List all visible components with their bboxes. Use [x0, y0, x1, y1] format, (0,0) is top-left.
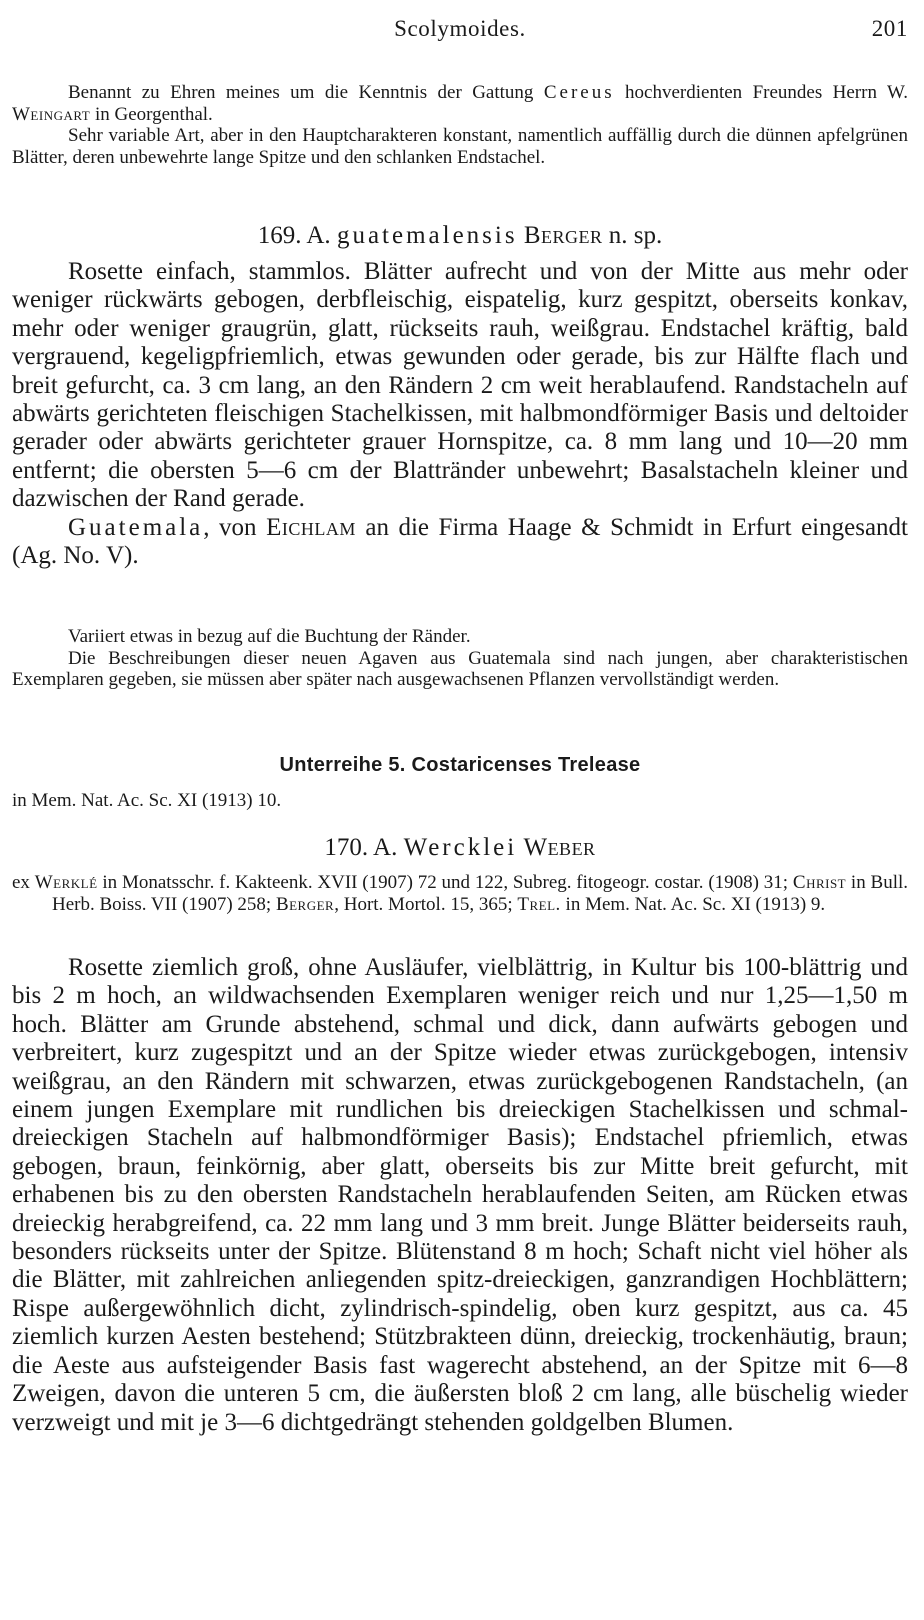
variability-note: Sehr variable Art, aber in den Hauptcharakteren konstant, namentlich auffällig durch die dünnen apfelgrünen Blätter, deren unbewehrte lange Spitze und den schlanken Endstachel. — [12, 125, 908, 168]
species-169-note-1: Variiert etwas in bezug auf die Buchtung der Ränder. — [68, 626, 471, 647]
species-170-description: Rosette ziemlich groß, ohne Ausläufer, vielblättrig, in Kultur bis 100-blättrig und bis 2 m hoch, an wildwachsenden Exemplaren weniger reich und nur 1,25—1,50 m hoch. Blätter am Grunde abstehend, schmal und dick, dann aufwärts gebogen und verbreitert, kurz zugespitzt und an der Spitze wieder etwas zurückgebogen, intensiv weißgrau, an den Rändern mit schwarzen, etwas zurückgebogenen Randstacheln, (an einem jungen Exemplare mit rundlichen bis dreieckigen Stachelkissen und schmal-dreieckigen Stacheln auf halbmondförmiger Basis); Endstachel pfriemlich, etwas gebogen, braun, feinkörnig, aber glatt, oberseits bis zur Mitte breit gefurcht, mit erhabenen bis zu den obersten Randstacheln herablaufenden Seiten, am Rücken etwas dreieckig herabgreifend, ca. 22 mm lang und 3 mm breit. Junge Blätter beiderseits rauh, besonders rückseits unter der Spitze. Blütenstand 8 m hoch; Schaft nicht viel höher als die Blätter, mit zahlreichen anliegenden spitz-dreieckigen, ganzrandigen Hochblättern; Rispe außergewöhnlich dicht, zylindrisch-spindelig, oben kurz gespitzt, aus ca. 45 ziemlich kurzen Aesten bestehend; Stützbrakteen dünn, dreieckig, trockenhäutig, braun; die Aeste aus aufsteigender Basis fast wagerecht abstehend, an der Spitze mit 6—8 Zweigen, davon die unteren 5 cm, die äußersten bloß 2 cm lang, alle büschelig wieder verzweigt und mit je 3—6 dichtgedrängt stehenden goldgelben Blumen. — [12, 954, 908, 1436]
species-170-references: ex Werklé in Monatsschr. f. Kakteenk. XVII (1907) 72 und 122, Subreg. fitogeogr. costar. (1908) 31; Christ in Bull. Herb. Boiss. VII (1907) 258; Berger, Hort. Mortol. 15, 365; Trel. in Mem. Nat. Ac. Sc. XI (1913) 9. — [12, 872, 909, 915]
species-169-locality: Guatemala, von Eichlam an die Firma Haage & Schmidt in Erfurt eingesandt (Ag. No. V). — [12, 513, 908, 570]
species-169-body — [12, 258, 908, 570]
intro-notes — [12, 82, 908, 168]
genus-name: Cereus — [543, 82, 615, 103]
species-169-heading: 169. A. guatemalensis Berger n. sp. — [257, 222, 663, 249]
species-epithet: Wercklei — [403, 834, 518, 861]
subseries-reference: in Mem. Nat. Ac. Sc. XI (1913) 10. — [12, 790, 282, 811]
species-170-heading: 170. A. Wercklei Weber — [324, 834, 596, 861]
species-author: Weber — [523, 834, 596, 861]
subseries-heading: Unterreihe 5. Costaricenses Trelease — [279, 754, 641, 776]
species-169-notes — [12, 626, 908, 691]
person-name: Weingart — [12, 103, 91, 125]
species-author: Berger — [523, 222, 603, 249]
species-epithet: guatemalensis — [336, 222, 518, 249]
page-number: 201 — [871, 16, 908, 41]
page-header — [12, 16, 908, 50]
species-169-description: Rosette einfach, stammlos. Blätter aufrecht und von der Mitte aus mehr oder weniger rückwärts gebogen, derbfleischig, eispatelig, kurz gespitzt, oberseits konkav, mehr oder weniger graugrün, glatt, rückseits rauh, weißgrau. Endstachel kräftig, bald vergrauend, kegeligpfriemlich, etwas gewunden oder gerade, bis zur Hälfte flach und breit gefurcht, ca. 3 cm lang, an den Rändern 2 cm weit herablaufend. Randstacheln auf abwärts gerichteten fleischigen Stachelkissen, mit halbmondförmiger Basis und deltoider gerader oder abwärts gerichteter grauer Hornspitze, ca. 8 mm lang und 10—20 mm entfernt; die obersten 5—6 cm der Blattränder unbewehrt; Basalstacheln kleiner und dazwischen der Rand gerade. — [12, 258, 908, 513]
dedication-note: Benannt zu Ehren meines um die Kenntnis der Gattung Cereus hochverdienten Freundes Herrn W. Weingart in Georgenthal. — [12, 82, 908, 125]
species-169-note-2: Die Beschreibungen dieser neuen Agaven aus Guatemala sind nach jungen, aber charakteristischen Exemplaren gegeben, sie müssen aber später nach ausgewachsenen Pflanzen vervollständigt werden. — [12, 647, 908, 690]
running-title: Scolymoides. — [394, 16, 526, 41]
species-170-body — [12, 954, 908, 1437]
